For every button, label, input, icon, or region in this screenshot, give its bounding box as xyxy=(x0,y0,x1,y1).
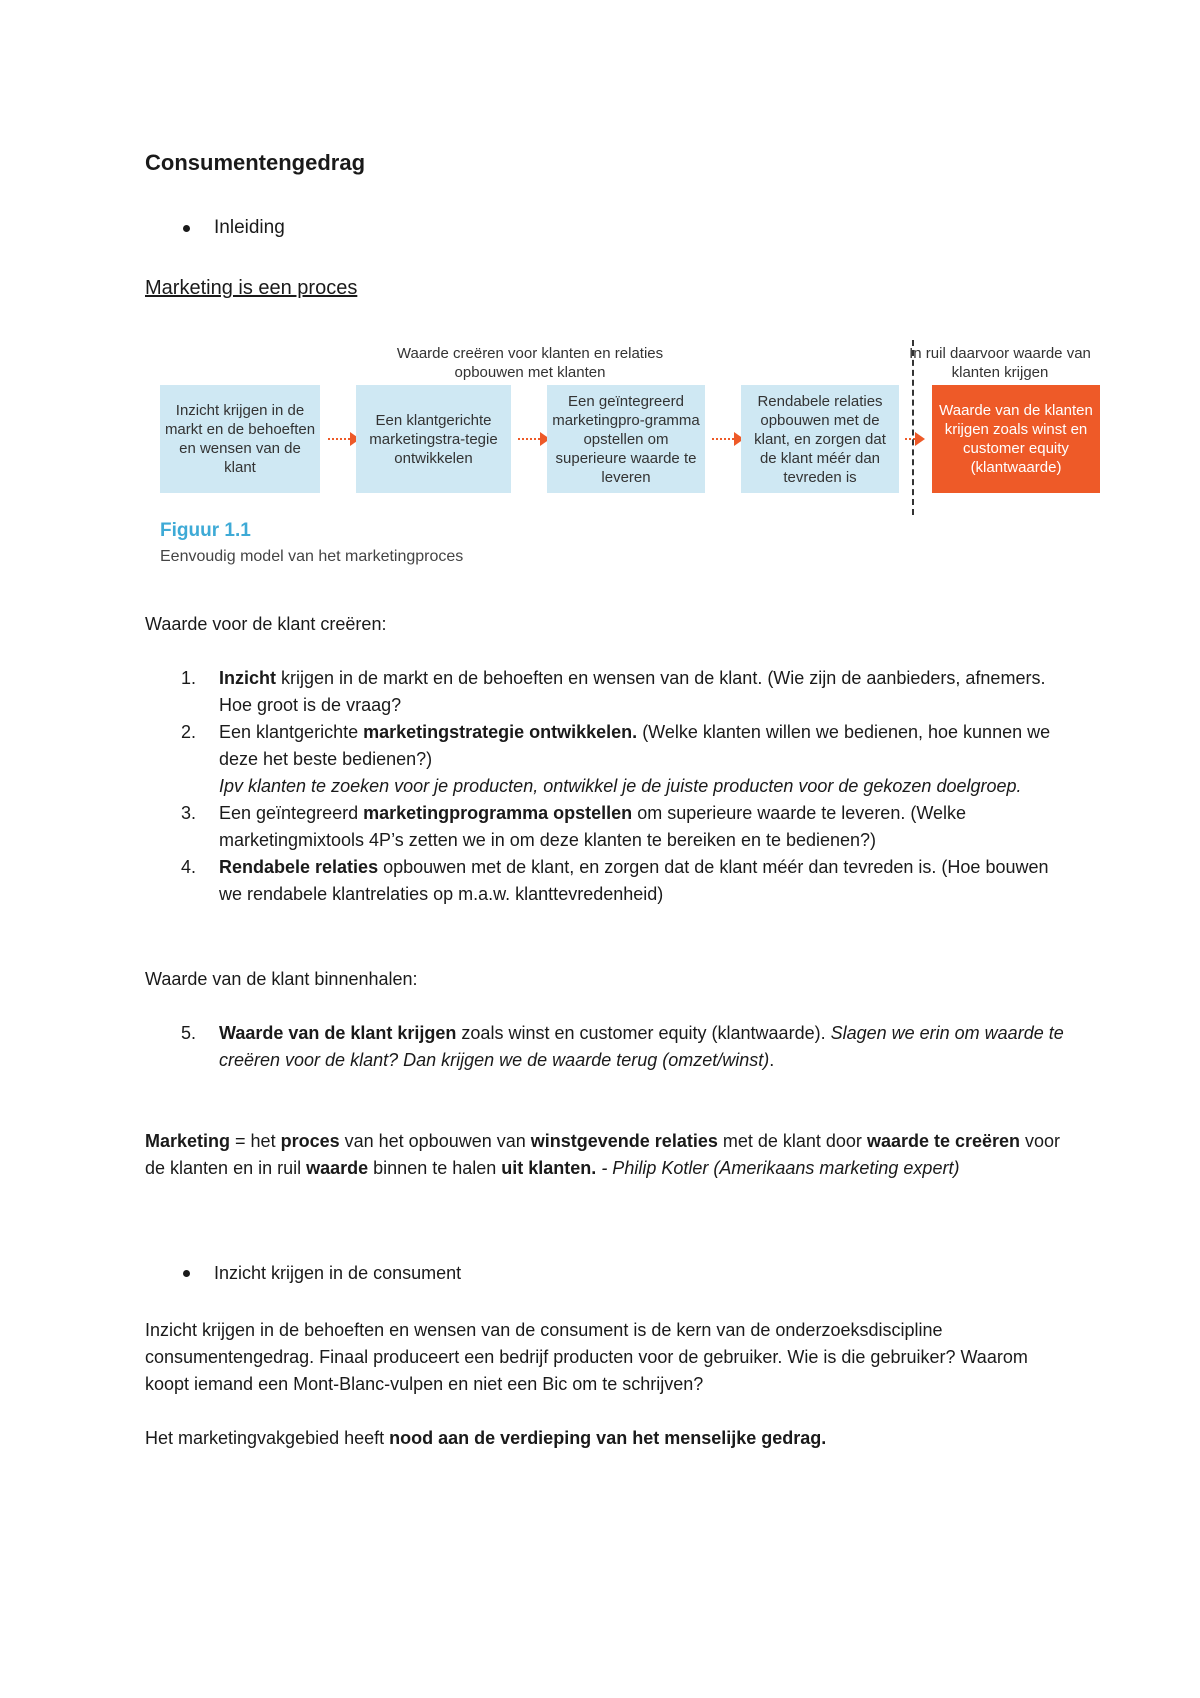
list-item: 5. Waarde van de klant krijgen zoals winst en customer equity (klantwaarde). Slagen we erin om waarde te creëren voor de klant? Dan krijgen we de waarde terug (omzet/winst). xyxy=(181,1023,1064,1070)
diagram-box-step-5: Waarde van de klanten krijgen zoals winst en customer equity (klantwaarde) xyxy=(932,385,1100,493)
numbered-list-capture-value xyxy=(145,1020,1065,1074)
bullet-inzicht-consument xyxy=(183,1263,461,1284)
section-capture-value: Waarde van de klant binnenhalen: xyxy=(145,969,418,989)
marketing-process-figure xyxy=(160,340,1110,580)
figure-number: Figuur 1.1 xyxy=(160,520,251,541)
paragraph-human-behaviour: Het marketingvakgebied heeft nood aan de verdieping van het menselijke gedrag. xyxy=(145,1428,827,1448)
document-title: Consumentengedrag xyxy=(145,150,366,175)
section-create-value: Waarde voor de klant creëren: xyxy=(145,614,387,634)
arrow-right-icon xyxy=(518,438,540,442)
bullet-inzicht-consument-label: Inzicht krijgen in de consument xyxy=(214,1263,462,1283)
arrow-right-icon xyxy=(328,438,350,442)
bullet-dot-icon xyxy=(183,225,190,232)
diagram-header-capture-value: In ruil daarvoor waarde van klanten krijgen xyxy=(909,345,1091,381)
bullet-dot-icon xyxy=(183,1270,190,1277)
bullet-inleiding-label: Inleiding xyxy=(214,217,285,238)
diagram-divider-dashed xyxy=(912,340,914,515)
marketing-definition: Marketing = het proces van het opbouwen van winstgevende relaties met de klant door waarde te creëren voor de klanten en in ruil waarde binnen te halen uit klanten. - Philip Kotler (Amerikaans marketing expert) xyxy=(145,1131,1061,1178)
numbered-list-create-value xyxy=(145,665,1065,908)
section-heading-process: Marketing is een proces xyxy=(145,277,358,299)
list-item: 1. Inzicht krijgen in de markt en de behoeften en wensen van de klant. (Wie zijn de aanbieders, afnemers. Hoe groot is de vraag? xyxy=(181,668,1046,715)
bullet-inleiding xyxy=(183,217,285,239)
diagram-box-step-1: Inzicht krijgen in de markt en de behoeften en wensen van de klant xyxy=(160,385,320,493)
diagram-box-step-2: Een klantgerichte marketingstra-tegie ontwikkelen xyxy=(356,385,511,493)
arrow-right-icon xyxy=(712,438,734,442)
list-item: 3. Een geïntegreerd marketingprogramma opstellen om superieure waarde te leveren. (Welke marketingmixtools 4P’s zetten we in om deze klanten te bereiken en te bedienen?) xyxy=(181,803,967,850)
diagram-box-step-4: Rendabele relaties opbouwen met de klant, en zorgen dat de klant méér dan tevreden is xyxy=(741,385,899,493)
list-item: 4. Rendabele relaties opbouwen met de klant, en zorgen dat de klant méér dan tevreden is. (Hoe bouwen we rendabele klantrelaties op m.a.w. klanttevredenheid) xyxy=(181,857,1049,904)
paragraph-consumer-insight: Inzicht krijgen in de behoeften en wensen van de consument is de kern van de onderzoeksdiscipline consumentengedrag. Finaal produceert een bedrijf producten voor de gebruiker. Wie is die gebruiker? Waarom koopt iemand een Mont-Blanc-vulpen en niet een Bic om te schrijven? xyxy=(145,1320,1028,1394)
diagram-header-create-value: Waarde creëren voor klanten en relaties opbouwen met klanten xyxy=(396,345,664,381)
diagram-box-step-3: Een geïntegreerd marketingpro-gramma opstellen om superieure waarde te leveren xyxy=(547,385,705,493)
list-item: 2. Een klantgerichte marketingstrategie ontwikkelen. (Welke klanten willen we bedienen, hoe kunnen we deze het beste bedienen?) Ipv klanten te zoeken voor je producten, ontwikkel je de juiste producten voor de gekozen doelgroep. xyxy=(181,722,1051,796)
figure-caption: Eenvoudig model van het marketingproces xyxy=(160,548,464,565)
